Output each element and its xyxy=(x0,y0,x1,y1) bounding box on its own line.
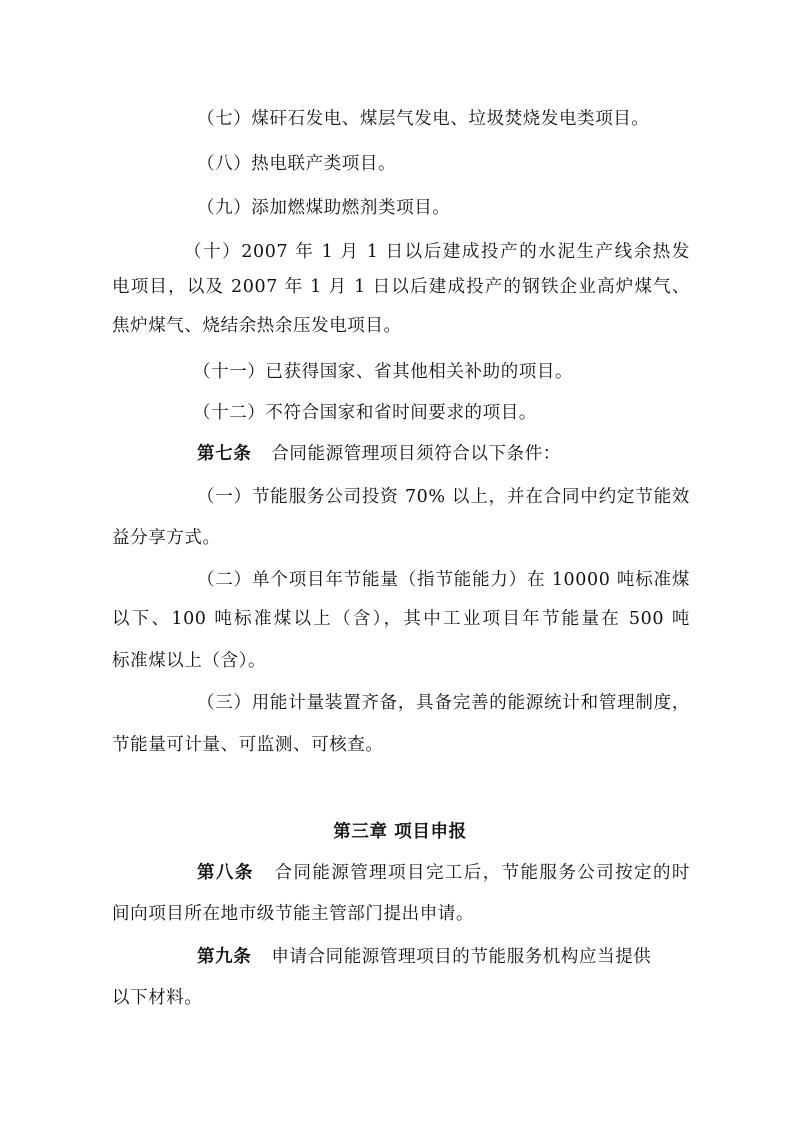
condition-3-line-1: （三）用能计量装置齐备，具备完善的能源统计和管理制度， xyxy=(197,693,690,713)
item-10-line-2: 电项目，以及 2007 年 1 月 1 日以后建成投产的钢铁企业高炉煤气、 xyxy=(112,277,690,297)
item-11: （十一）已获得国家、省其他相关补助的项目。 xyxy=(193,362,574,382)
condition-1-line-1: （一）节能服务公司投资 70% 以上，并在合同中约定节能效 xyxy=(197,487,690,507)
item-8: （八）热电联产类项目。 xyxy=(197,154,397,174)
item-10-line-3: 焦炉煤气、烧结余热余压发电项目。 xyxy=(112,316,402,336)
condition-2-line-1: （二）单个项目年节能量（指节能能力）在 10000 吨标准煤 xyxy=(197,570,690,590)
item-7: （七）煤矸石发电、煤层气发电、垃圾焚烧发电类项目。 xyxy=(197,109,650,129)
condition-2-line-3: 标准煤以上（含）。 xyxy=(112,651,267,671)
chapter-3-heading: 第三章 项目申报 xyxy=(333,822,467,842)
article-7-title: 第七条 xyxy=(197,444,252,464)
article-8-text-1: 合同能源管理项目完工后，节能服务公司按定的时 xyxy=(273,863,690,883)
item-9: （九）添加燃煤助燃剂类项目。 xyxy=(197,198,451,218)
condition-1-line-2: 益分享方式。 xyxy=(112,528,221,548)
article-7 xyxy=(197,442,561,466)
article-9-title: 第九条 xyxy=(197,947,252,967)
article-9-text-1: 申请合同能源管理项目的节能服务机构应当提供 xyxy=(271,947,652,967)
article-8-title: 第八条 xyxy=(197,863,254,883)
item-12: （十二）不符合国家和省时间要求的项目。 xyxy=(193,403,537,423)
article-7-text: 合同能源管理项目须符合以下条件： xyxy=(271,444,561,464)
condition-3-line-2: 节能量可计量、可监测、可核查。 xyxy=(112,735,384,755)
item-10-line-1: （十）2007 年 1 月 1 日以后建成投产的水泥生产线余热发 xyxy=(184,242,690,262)
article-9-line-1 xyxy=(197,945,651,969)
condition-2-line-2: 以下、100 吨标准煤以上（含），其中工业项目年节能量在 500 吨 xyxy=(112,609,690,629)
article-9-line-2: 以下材料。 xyxy=(112,988,203,1008)
article-8-line-1 xyxy=(197,861,690,885)
article-8-line-2: 间向项目所在地市级节能主管部门提出申请。 xyxy=(112,904,474,924)
